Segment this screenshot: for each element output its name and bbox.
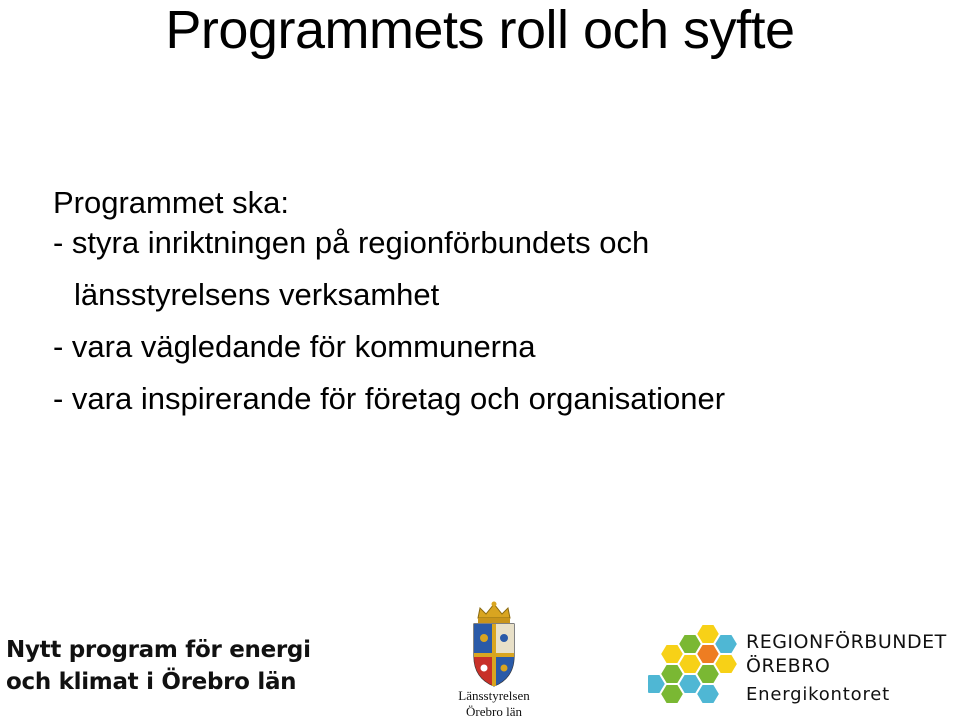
bullet-line: - vara inspirerande för företag och organisationer bbox=[53, 381, 726, 416]
bullet-line: - styra inriktningen på regionförbundets och bbox=[53, 225, 650, 260]
slide-title: Programmets roll och syfte bbox=[165, 0, 795, 60]
regionforbundet-city: ÖREBRO bbox=[746, 655, 831, 677]
county-coat-of-arms-icon bbox=[466, 600, 522, 688]
bullet-line: - vara vägledande för kommunerna bbox=[53, 329, 536, 364]
intro-line: Programmet ska: bbox=[53, 185, 290, 220]
lansstyrelsen-region: Örebro län bbox=[466, 704, 522, 719]
program-logo-line: och klimat i Örebro län bbox=[6, 669, 297, 695]
bullet-continuation-line: länsstyrelsens verksamhet bbox=[74, 277, 440, 312]
regionforbundet-name: REGIONFÖRBUNDET bbox=[746, 631, 947, 653]
lansstyrelsen-logo bbox=[440, 600, 548, 722]
regionforbundet-wordmark bbox=[746, 630, 960, 706]
hexagon-cluster-icon bbox=[648, 620, 744, 712]
regionforbundet-unit: Energikontoret bbox=[746, 684, 890, 705]
slide-body bbox=[53, 176, 933, 426]
lansstyrelsen-name: Länsstyrelsen bbox=[458, 688, 530, 703]
program-logo bbox=[6, 634, 336, 698]
program-logo-line: Nytt program för energi bbox=[6, 637, 311, 663]
lansstyrelsen-wordmark bbox=[440, 688, 548, 720]
